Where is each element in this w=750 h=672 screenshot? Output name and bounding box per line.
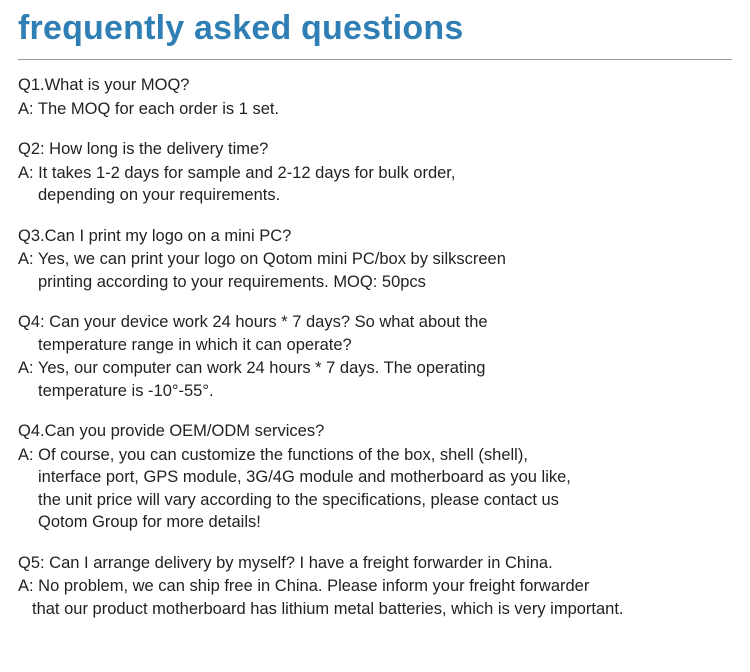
faq-answer-continuation: that our product motherboard has lithium metal batteries, which is very important. <box>32 599 624 618</box>
faq-question: Q2: How long is the delivery time? <box>18 140 269 159</box>
list-item <box>18 138 732 207</box>
faq-answer: A: The MOQ for each order is 1 set. <box>18 99 280 118</box>
faq-answer: A: Yes, we can print your logo on Qotom mini PC/box by silkscreen <box>18 250 506 269</box>
faq-answer: A: It takes 1-2 days for sample and 2-12 days for bulk order, <box>18 163 456 182</box>
faq-question: Q1.What is your MOQ? <box>18 76 190 95</box>
faq-question: Q4: Can your device work 24 hours * 7 days? So what about the <box>18 313 488 332</box>
faq-answer-continuation: printing according to your requirements. MOQ: 50pcs <box>38 272 426 291</box>
faq-answer-continuation: depending on your requirements. <box>38 186 281 205</box>
faq-question-continuation: temperature range in which it can operate? <box>38 335 352 354</box>
faq-answer: A: Yes, our computer can work 24 hours * 7 days. The operating <box>18 359 486 378</box>
faq-answer-continuation: interface port, GPS module, 3G/4G module and motherboard as you like, <box>38 468 571 487</box>
list-item <box>18 420 732 534</box>
faq-question: Q4.Can you provide OEM/ODM services? <box>18 422 325 441</box>
faq-answer-continuation: Qotom Group for more details! <box>38 513 261 532</box>
list-item <box>18 74 732 120</box>
faq-list <box>18 60 732 620</box>
list-item <box>18 225 732 294</box>
faq-answer: A: No problem, we can ship free in China. Please inform your freight forwarder <box>18 577 590 596</box>
faq-answer-continuation: temperature is -10°-55°. <box>38 381 214 400</box>
faq-question: Q5: Can I arrange delivery by myself? I have a freight forwarder in China. <box>18 553 553 572</box>
page-title: frequently asked questions <box>18 9 464 47</box>
list-item <box>18 311 732 402</box>
faq-question: Q3.Can I print my logo on a mini PC? <box>18 226 292 245</box>
list-item <box>18 552 732 621</box>
faq-answer: A: Of course, you can customize the functions of the box, shell (shell), <box>18 445 528 464</box>
faq-answer-continuation: the unit price will vary according to the specifications, please contact us <box>38 490 559 509</box>
